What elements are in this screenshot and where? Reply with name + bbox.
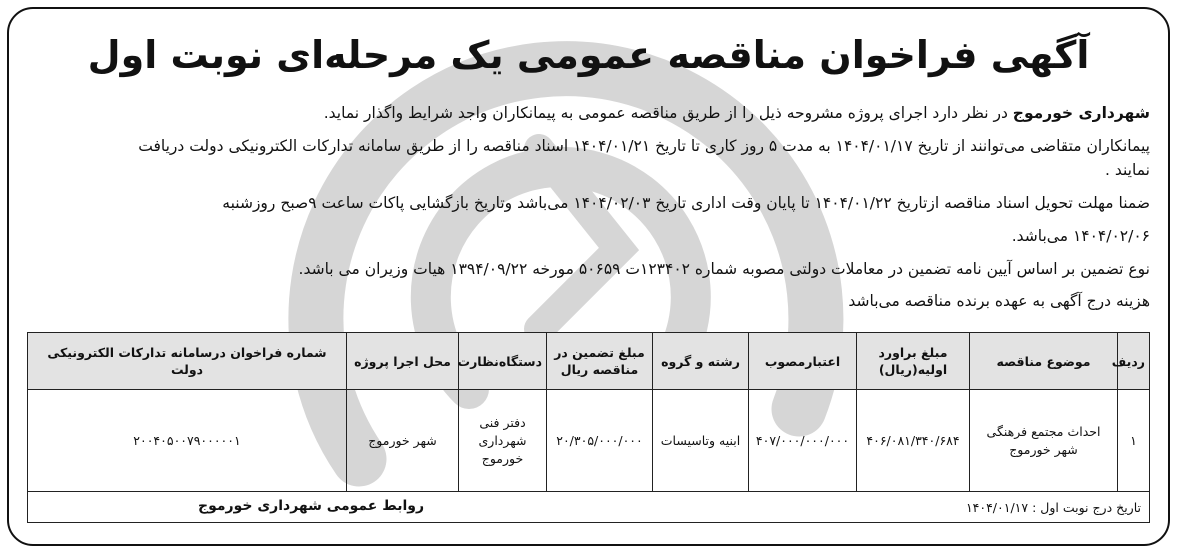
header-location: محل اجرا پروژه (347, 333, 459, 390)
notice-frame (7, 7, 1170, 546)
table-header-row (28, 333, 1150, 390)
cell-subject: احداث مجتمع فرهنگی شهر خورموج (970, 390, 1118, 492)
header-supervisor: دستگاه‌نظارت (459, 333, 547, 390)
table-footer-cell (28, 492, 1150, 523)
paragraph-deadline-cont: ۱۴۰۴/۰۲/۰۶ می‌باشد. (1011, 227, 1150, 245)
header-call-number: شماره فراخوان درسامانه تدارکات الکترونیکی دولت (28, 333, 347, 390)
intro-paragraph (27, 101, 1150, 126)
table-row (28, 390, 1150, 492)
paragraph-documents: پیمانکاران متقاضی می‌توانند از تاریخ ۱۴۰۴/۰۱/۱۷ به مدت ۵ روز کاری تا تاریخ ۱۴۰۴/۰۱/۲۱ اسناد مناقصه را از طریق سامانه تدارکات الکترونیکی دولت دریافت (138, 137, 1150, 155)
cell-row-number: ۱ (1118, 390, 1150, 492)
cell-call-number: ۲۰۰۴۰۵۰۰۷۹۰۰۰۰۰۱ (28, 390, 347, 492)
header-subject: موضوع مناقصه (970, 333, 1118, 390)
publication-date: تاریخ درج نوبت اول : ۱۴۰۴/۰۱/۱۷ (965, 500, 1141, 515)
tender-table (27, 332, 1150, 523)
cell-supervisor: دفتر فنی شهرداری خورموج (459, 390, 547, 492)
tender-table-wrapper (27, 332, 1150, 523)
notice-title: آگهی فراخوان مناقصه عمومی یک مرحله‌ای نوبت اول (87, 33, 1090, 77)
cell-field: ابنیه وتاسیسات (653, 390, 749, 492)
header-field: رشته و گروه (653, 333, 749, 390)
paragraph-ad-cost: هزینه درج آگهی به عهده برنده مناقصه می‌باشد (848, 292, 1150, 310)
cell-location: شهر خورموج (347, 390, 459, 492)
cell-estimate: ۴۰۶/۰۸۱/۳۴۰/۶۸۴ (857, 390, 970, 492)
header-estimate: مبلغ براورد اولیه(ریال) (857, 333, 970, 390)
table-footer-row (28, 492, 1150, 523)
cell-guarantee: ۲۰/۳۰۵/۰۰۰/۰۰۰ (547, 390, 653, 492)
paragraph-guarantee: نوع تضمین بر اساس آیین نامه تضمین در معاملات دولتی مصوبه شماره ۱۲۳۴۰۲ت ۵۰۶۵۹ مورخه ۱۳۹۴/۰۹/۲۲ هیات وزیران می باشد. (298, 260, 1150, 278)
public-relations-signature: روابط عمومی شهرداری خورموج (198, 498, 425, 514)
header-row-number: ردیف (1118, 333, 1150, 390)
header-guarantee: مبلغ تضمین در مناقصه ریال (547, 333, 653, 390)
paragraph-documents-cont: نمایند . (1105, 161, 1150, 179)
organization-name: شهرداری خورموج (1012, 104, 1150, 122)
cell-credit: ۴۰۷/۰۰۰/۰۰۰/۰۰۰ (749, 390, 857, 492)
header-credit: اعتبارمصوب (749, 333, 857, 390)
intro-text: در نظر دارد اجرای پروژه مشروحه ذیل را از طریق مناقصه عمومی به پیمانکاران واجد شرایط واگذار نماید. (323, 104, 1013, 122)
paragraph-deadline: ضمنا مهلت تحویل اسناد مناقصه ازتاریخ ۱۴۰۴/۰۱/۲۲ تا پایان وقت اداری تاریخ ۱۴۰۴/۰۲/۰۳ می‌باشد وتاریخ بازگشایی پاکات ساعت ۹صبح روزشنبه (222, 194, 1150, 212)
